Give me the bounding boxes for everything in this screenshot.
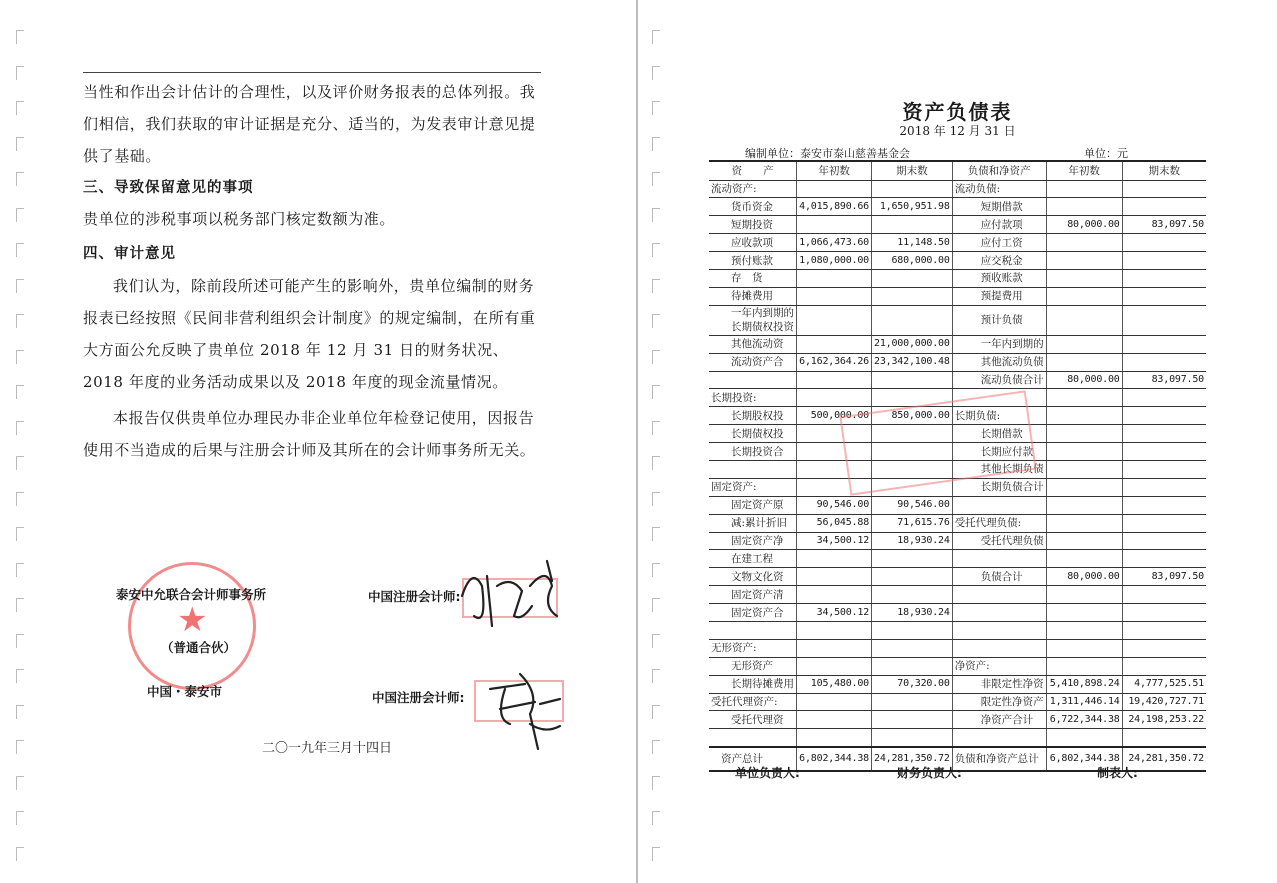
table-cell: 5,410,898.24 <box>1046 675 1122 693</box>
table-cell: 长期债权投 <box>709 425 797 443</box>
table-row <box>709 729 1206 747</box>
binding-hole <box>16 137 24 151</box>
binding-hole <box>652 421 660 435</box>
heading-qualified-basis: 三、导致保留意见的事项 <box>83 180 254 196</box>
table-cell <box>872 657 953 675</box>
table-cell <box>1046 353 1122 371</box>
table-row <box>709 216 1206 234</box>
binding-hole <box>16 634 24 648</box>
binding-hole <box>16 421 24 435</box>
table-cell <box>1122 353 1206 371</box>
table-cell: 一年内到期的 <box>952 335 1046 353</box>
paragraph-audit-evidence: 当性和作出会计估计的合理性，以及评价财务报表的总体列报。我们相信，我们获取的审计证据是充分、适当的，为发表审计意见提供了基础。 <box>83 83 536 165</box>
table-cell <box>797 639 872 657</box>
table-cell: 24,281,350.72 <box>1122 747 1206 771</box>
binding-hole <box>16 598 24 612</box>
table-cell <box>1122 234 1206 252</box>
table-cell: 19,420,727.71 <box>1122 693 1206 711</box>
table-cell: 其他流动资 <box>709 335 797 353</box>
table-cell: 受托代理资产: <box>709 693 797 711</box>
table-cell: 4,777,525.51 <box>1122 675 1206 693</box>
table-cell <box>1122 478 1206 496</box>
table-cell: 货币资金 <box>709 198 797 216</box>
table-cell: 预提费用 <box>952 287 1046 305</box>
table-row <box>709 496 1206 514</box>
table-cell <box>1122 252 1206 270</box>
table-cell <box>1046 514 1122 532</box>
table-cell <box>797 305 872 335</box>
table-cell: 减:累计折旧 <box>709 514 797 532</box>
table-row <box>709 269 1206 287</box>
table-cell <box>709 371 797 389</box>
table-cell: 固定资产原 <box>709 496 797 514</box>
binding-hole <box>652 492 660 506</box>
table-cell: 应付款项 <box>952 216 1046 234</box>
table-cell <box>797 621 872 639</box>
binding-hole <box>16 208 24 222</box>
table-cell: 4,015,890.66 <box>797 198 872 216</box>
binding-hole <box>652 527 660 541</box>
table-row <box>709 586 1206 604</box>
table-cell <box>797 657 872 675</box>
table-cell: 文物文化资 <box>709 568 797 586</box>
table-cell <box>872 693 953 711</box>
table-cell <box>709 460 797 478</box>
table-cell <box>797 568 872 586</box>
table-cell <box>952 550 1046 568</box>
table-cell: 6,162,364.26 <box>797 353 872 371</box>
table-row <box>709 693 1206 711</box>
table-cell <box>1122 604 1206 622</box>
table-cell <box>1046 621 1122 639</box>
table-cell: 23,342,100.48 <box>872 353 953 371</box>
table-cell <box>797 335 872 353</box>
table-cell <box>952 639 1046 657</box>
cpa-signature-2 <box>480 664 570 756</box>
binding-hole <box>652 740 660 754</box>
binding-hole <box>652 279 660 293</box>
table-cell: 短期投资 <box>709 216 797 234</box>
binding-hole <box>652 598 660 612</box>
table-cell: 18,930.24 <box>872 604 953 622</box>
firm-type: （普通合伙） <box>161 640 237 655</box>
table-cell: 流动负债合计 <box>952 371 1046 389</box>
table-cell <box>797 389 872 407</box>
table-cell <box>1046 496 1122 514</box>
table-cell <box>1122 657 1206 675</box>
table-cell: 受托代理负债: <box>952 514 1046 532</box>
table-cell <box>952 604 1046 622</box>
table-row <box>709 532 1206 550</box>
binding-hole <box>652 705 660 719</box>
table-cell <box>1046 335 1122 353</box>
table-cell <box>872 216 953 234</box>
binding-hole <box>16 456 24 470</box>
table-cell <box>797 180 872 198</box>
table-cell: 长期负债: <box>952 407 1046 425</box>
table-cell <box>1122 305 1206 335</box>
table-cell <box>1122 335 1206 353</box>
table-cell <box>1122 198 1206 216</box>
table-row <box>709 353 1206 371</box>
binding-hole <box>16 350 24 364</box>
table-cell: 存 货 <box>709 269 797 287</box>
table-cell: 无形资产: <box>709 639 797 657</box>
table-cell <box>872 287 953 305</box>
table-cell <box>872 729 953 747</box>
table-cell: 24,281,350.72 <box>872 747 953 771</box>
table-cell <box>1122 514 1206 532</box>
binding-hole <box>16 776 24 790</box>
table-row <box>709 711 1206 729</box>
table-cell <box>1046 252 1122 270</box>
binding-hole <box>652 811 660 825</box>
table-cell <box>952 621 1046 639</box>
binding-hole <box>652 563 660 577</box>
table-cell <box>1122 425 1206 443</box>
table-cell <box>872 550 953 568</box>
table-cell <box>1046 407 1122 425</box>
table-cell <box>1122 269 1206 287</box>
table-cell: 长期待摊费用 <box>709 675 797 693</box>
table-cell <box>872 180 953 198</box>
table-cell <box>1046 180 1122 198</box>
table-cell: 负债和净资产总计 <box>952 747 1046 771</box>
table-row <box>709 287 1206 305</box>
table-cell: 资产总计 <box>709 747 797 771</box>
paragraph-restriction: 本报告仅供贵单位办理民办非企业单位年检登记使用，因报告使用不当造成的后果与注册会计师及其所在的会计师事务所无关。 <box>83 409 536 459</box>
table-cell: 80,000.00 <box>1046 568 1122 586</box>
table-cell: 83,097.50 <box>1122 216 1206 234</box>
table-cell: 1,311,446.14 <box>1046 693 1122 711</box>
table-cell: 长期负债合计 <box>952 478 1046 496</box>
table-cell: 长期应付款 <box>952 443 1046 461</box>
table-cell: 应付工资 <box>952 234 1046 252</box>
binding-hole <box>652 847 660 861</box>
binding-hole <box>16 669 24 683</box>
cpa-signature-1 <box>452 556 570 636</box>
table-cell: 70,320.00 <box>872 675 953 693</box>
table-cell: 80,000.00 <box>1046 216 1122 234</box>
column-header: 年初数 <box>797 161 872 180</box>
binding-hole <box>16 563 24 577</box>
table-cell: 短期借款 <box>952 198 1046 216</box>
binding-hole <box>16 811 24 825</box>
table-cell: 预付账款 <box>709 252 797 270</box>
balance-sheet-date: 2018 年 12 月 31 日 <box>899 124 1016 138</box>
column-header: 期末数 <box>872 161 953 180</box>
table-cell <box>1046 729 1122 747</box>
table-cell <box>797 729 872 747</box>
firm-name: 泰安中允联合会计师事务所 <box>116 587 267 602</box>
table-cell <box>797 693 872 711</box>
table-cell <box>1122 389 1206 407</box>
table-cell: 应交税金 <box>952 252 1046 270</box>
table-row <box>709 568 1206 586</box>
table-cell <box>709 621 797 639</box>
table-cell: 850,000.00 <box>872 407 953 425</box>
table-cell: 流动负债: <box>952 180 1046 198</box>
table-cell <box>952 586 1046 604</box>
table-cell <box>797 216 872 234</box>
table-cell <box>1046 639 1122 657</box>
table-cell: 6,722,344.38 <box>1046 711 1122 729</box>
binding-hole <box>652 30 660 44</box>
binding-holes <box>652 30 662 880</box>
table-row <box>709 657 1206 675</box>
table-cell: 6,802,344.38 <box>797 747 872 771</box>
table-cell: 固定资产: <box>709 478 797 496</box>
table-row <box>709 604 1206 622</box>
heading-audit-opinion: 四、审计意见 <box>83 246 176 262</box>
table-cell: 80,000.00 <box>1046 371 1122 389</box>
table-cell <box>1046 305 1122 335</box>
report-date: 二〇一九年三月十四日 <box>262 741 393 756</box>
table-cell: 24,198,253.22 <box>1122 711 1206 729</box>
table-cell <box>797 586 872 604</box>
currency-unit: 单位：元 <box>1084 147 1128 160</box>
table-cell: 1,080,000.00 <box>797 252 872 270</box>
table-row <box>709 371 1206 389</box>
binding-hole <box>16 243 24 257</box>
signer-finance-head: 财务负责人: <box>897 766 962 780</box>
table-cell: 固定资产净 <box>709 532 797 550</box>
table-cell: 680,000.00 <box>872 252 953 270</box>
table-row <box>709 621 1206 639</box>
cpa-label-1: 中国注册会计师: <box>368 589 461 604</box>
top-rule <box>83 72 541 73</box>
signer-preparer: 制表人: <box>1097 766 1138 780</box>
table-cell <box>872 305 953 335</box>
table-cell <box>872 621 953 639</box>
table-cell <box>1122 550 1206 568</box>
table-cell <box>1046 550 1122 568</box>
table-cell: 长期投资合 <box>709 443 797 461</box>
table-cell: 受托代理资 <box>709 711 797 729</box>
binding-hole <box>652 208 660 222</box>
table-cell <box>1046 269 1122 287</box>
table-cell: 11,148.50 <box>872 234 953 252</box>
table-cell: 83,097.50 <box>1122 568 1206 586</box>
table-row <box>709 675 1206 693</box>
binding-hole <box>16 101 24 115</box>
table-cell: 34,500.12 <box>797 532 872 550</box>
binding-hole <box>16 492 24 506</box>
table-cell <box>1122 586 1206 604</box>
table-cell <box>1122 639 1206 657</box>
table-cell <box>1122 407 1206 425</box>
table-cell <box>1046 425 1122 443</box>
table-cell <box>1122 496 1206 514</box>
table-row <box>709 234 1206 252</box>
table-cell: 长期投资: <box>709 389 797 407</box>
table-row <box>709 180 1206 198</box>
table-cell <box>1122 729 1206 747</box>
table-cell <box>797 269 872 287</box>
binding-hole <box>16 314 24 328</box>
column-header: 期末数 <box>1122 161 1206 180</box>
table-cell: 其他流动负债 <box>952 353 1046 371</box>
column-header: 资 产 <box>709 161 797 180</box>
table-cell: 限定性净资产 <box>952 693 1046 711</box>
table-cell <box>1122 180 1206 198</box>
table-cell <box>1122 443 1206 461</box>
table-cell <box>1046 657 1122 675</box>
table-cell: 待摊费用 <box>709 287 797 305</box>
binding-hole <box>16 172 24 186</box>
binding-hole <box>652 669 660 683</box>
table-cell <box>872 711 953 729</box>
table-cell: 34,500.12 <box>797 604 872 622</box>
table-cell: 应收款项 <box>709 234 797 252</box>
binding-hole <box>652 456 660 470</box>
paragraph-opinion: 我们认为，除前段所述可能产生的影响外，贵单位编制的财务报表已经按照《民间非营利组织会计制度》的规定编制，在所有重大方面公允反映了贵单位 2018 年 12 月 31 日的财务状况、2018 年度的业务活动成果以及 2018 年度的现金流量情况。 <box>83 277 536 391</box>
table-cell <box>1046 604 1122 622</box>
binding-hole <box>652 314 660 328</box>
table-cell <box>797 550 872 568</box>
table-cell <box>1122 621 1206 639</box>
table-cell <box>1046 460 1122 478</box>
binding-hole <box>16 740 24 754</box>
binding-hole <box>16 385 24 399</box>
table-cell: 负债合计 <box>952 568 1046 586</box>
binding-hole <box>652 634 660 648</box>
table-cell: 21,000,000.00 <box>872 335 953 353</box>
table-header-row <box>709 161 1206 180</box>
firm-location: 中国・泰安市 <box>147 684 223 699</box>
table-cell: 长期股权投 <box>709 407 797 425</box>
table-row <box>709 335 1206 353</box>
table-cell: 无形资产 <box>709 657 797 675</box>
table-cell <box>872 639 953 657</box>
table-cell: 在建工程 <box>709 550 797 568</box>
binding-hole <box>652 243 660 257</box>
balance-sheet-page <box>638 0 1277 883</box>
table-cell: 90,546.00 <box>797 496 872 514</box>
table-row <box>709 252 1206 270</box>
cpa-label-2: 中国注册会计师: <box>372 690 465 705</box>
table-row <box>709 639 1206 657</box>
table-row <box>709 305 1206 335</box>
table-cell <box>1122 287 1206 305</box>
binding-hole <box>652 350 660 364</box>
table-cell <box>797 287 872 305</box>
table-cell <box>1046 389 1122 407</box>
paragraph-tax-matters: 贵单位的涉税事项以税务部门核定数额为准。 <box>83 210 396 228</box>
prepared-by: 编制单位：泰安市泰山慈善基金会 <box>745 147 910 160</box>
table-cell <box>872 371 953 389</box>
table-cell <box>872 586 953 604</box>
binding-hole <box>652 776 660 790</box>
table-cell: 105,480.00 <box>797 675 872 693</box>
table-row <box>709 514 1206 532</box>
table-cell <box>1046 234 1122 252</box>
table-cell <box>1046 443 1122 461</box>
table-cell: 预收账款 <box>952 269 1046 287</box>
column-header: 年初数 <box>1046 161 1122 180</box>
table-cell: 受托代理负债 <box>952 532 1046 550</box>
table-row <box>709 550 1206 568</box>
table-cell <box>1046 532 1122 550</box>
table-cell <box>952 496 1046 514</box>
table-cell <box>872 568 953 586</box>
table-cell: 500,000.00 <box>797 407 872 425</box>
binding-hole <box>16 66 24 80</box>
column-header: 负债和净资产 <box>952 161 1046 180</box>
table-row <box>709 198 1206 216</box>
binding-holes <box>16 30 26 880</box>
table-cell: 净资产合计 <box>952 711 1046 729</box>
binding-hole <box>652 385 660 399</box>
table-row <box>709 478 1206 496</box>
table-cell: 固定资产清 <box>709 586 797 604</box>
table-cell: 90,546.00 <box>872 496 953 514</box>
table-cell <box>872 269 953 287</box>
table-cell: 流动资产合 <box>709 353 797 371</box>
balance-sheet-title: 资产负债表 <box>902 100 1013 124</box>
table-cell <box>797 371 872 389</box>
table-cell: 净资产: <box>952 657 1046 675</box>
table-cell: 1,650,951.98 <box>872 198 953 216</box>
seal-star-icon: ★ <box>177 600 208 640</box>
table-cell <box>952 729 1046 747</box>
table-cell: 一年内到期的长期债权投资 <box>709 305 797 335</box>
table-cell: 71,615.76 <box>872 514 953 532</box>
table-cell <box>1046 478 1122 496</box>
signer-unit-head: 单位负责人: <box>735 766 800 780</box>
table-cell <box>709 729 797 747</box>
table-cell <box>797 711 872 729</box>
table-cell: 56,045.88 <box>797 514 872 532</box>
table-cell <box>1122 532 1206 550</box>
table-cell <box>1046 198 1122 216</box>
table-cell <box>1046 287 1122 305</box>
binding-hole <box>16 847 24 861</box>
binding-hole <box>652 172 660 186</box>
table-cell: 83,097.50 <box>1122 371 1206 389</box>
binding-hole <box>16 527 24 541</box>
table-cell: 18,930.24 <box>872 532 953 550</box>
table-cell: 流动资产: <box>709 180 797 198</box>
table-cell: 1,066,473.60 <box>797 234 872 252</box>
table-cell: 固定资产合 <box>709 604 797 622</box>
table-cell <box>1122 460 1206 478</box>
binding-hole <box>16 705 24 719</box>
firm-seal-stamp <box>128 562 256 690</box>
binding-hole <box>652 66 660 80</box>
table-cell <box>1046 586 1122 604</box>
table-cell: 预计负债 <box>952 305 1046 335</box>
table-cell: 6,802,344.38 <box>1046 747 1122 771</box>
table-cell: 其他长期负债 <box>952 460 1046 478</box>
audit-report-page <box>0 0 636 883</box>
binding-hole <box>16 279 24 293</box>
binding-hole <box>16 30 24 44</box>
table-cell: 非限定性净资 <box>952 675 1046 693</box>
table-cell: 长期借款 <box>952 425 1046 443</box>
